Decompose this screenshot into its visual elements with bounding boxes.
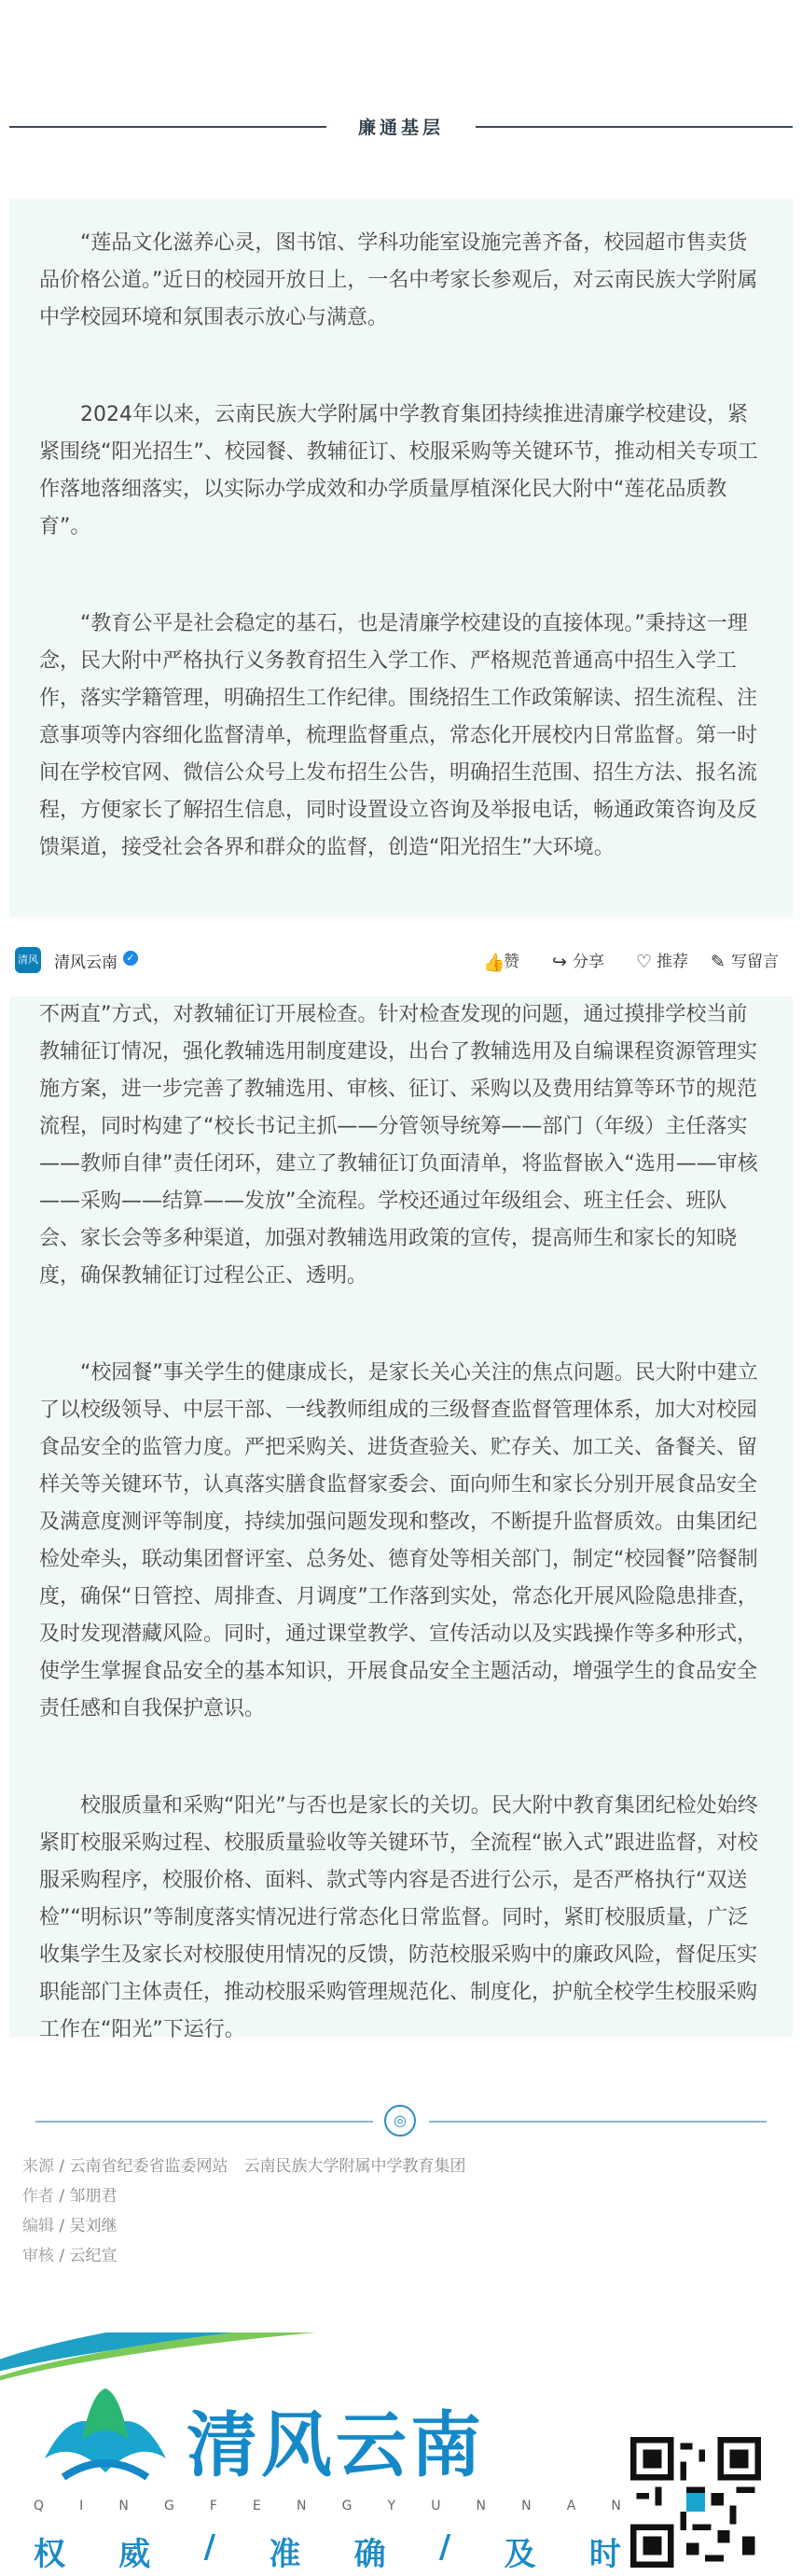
like-label: 赞 [504, 953, 519, 971]
article-credits [22, 2151, 466, 2271]
qr-code-icon[interactable] [630, 2437, 761, 2568]
header-rule-right [476, 126, 793, 128]
comment-label: 写留言 [731, 953, 779, 971]
brand-slogan: 权 威 / 准 确 / 及 时 [34, 2528, 621, 2573]
credit-author: 作者 / 邹朋君 [22, 2187, 118, 2206]
comment-icon: ✎ [711, 952, 726, 972]
section-title: 廉通基层 [357, 118, 444, 138]
like-button[interactable] [483, 948, 519, 973]
paragraph: 校服质量和采购“阳光”与否也是家长的关切。民大附中教育集团纪检处始终紧盯校服采购过程、校服质量验收等关键环节，全流程“嵌入式”跟进监督，对校服采购程序，校服价格、面料、款式等内容是否进行公示，是否严格执行“双送检”“明标识”等制度落实情况进行常态化日常监督。同时，紧盯校服质量，广泛收集学生及家长对校服使用情况的反馈，防范校服采购中的廉政风险，督促压实职能部门主体责任，推动校服采购管理规范化、制度化，护航全校学生校服采购工作在“阳光”下运行。 [39, 1794, 758, 2041]
paragraph: “教育公平是社会稳定的基石，也是清廉学校建设的直接体现。”秉持这一理念，民大附中严格执行义务教育招生入学工作、严格规范普通高中招生入学工作，落实学籍管理，明确招生工作纪律。围绕招生工作政策解读、招生流程、注意事项等内容细化监督清单，梳理监督重点，常态化开展校内日常监督。第一时间在学校官网、微信公众号上发布招生公告，明确招生范围、招生方法、报名流程，方便家长了解招生信息，同时设置设立咨询及举报电话，畅通政策咨询及反馈渠道，接受社会各界和群众的监督，创造“阳光招生”大环境。 [39, 612, 758, 859]
section-divider [35, 2105, 767, 2138]
paragraph: 2024年以来，云南民族大学附属中学教育集团持续推进清廉学校建设，紧紧围绕“阳光招生”、校园餐、教辅征订、校服采购等关键环节，推动相关专项工作落地落细落实，以实际办学成效和办学质量厚植深化民大附中“莲花品质教育”。 [39, 403, 758, 538]
thumbs-up-icon: 👍 [483, 952, 505, 973]
section-header [9, 114, 793, 142]
brand-name: 清风云南 [187, 2403, 485, 2486]
credit-source: 来源 / 云南省纪委省监委网站 云南民族大学附属中学教育集团 [22, 2157, 466, 2176]
recommend-label: 推荐 [657, 953, 688, 971]
credit-review: 审核 / 云纪宣 [22, 2247, 118, 2265]
paragraph: 不两直”方式，对教辅征订开展检查。针对检查发现的问题，通过摸排学校当前教辅征订情况，强化教辅选用制度建设，出台了教辅选用及自编课程资源管理实施方案，进一步完善了教辅选用、审核、征订、采购以及费用结算等环节的规范流程，同时构建了“校长书记主抓——分管领导统筹——部门（年级）主任落实——教师自律”责任闭环，建立了教辅征订负面清单，将监督嵌入“选用——审核——采购——结算——发放”全流程。学校还通过年级组会、班主任会、班队会、家长会等多种渠道，加强对教辅选用政策的宣传，提高师生和家长的知晓度，确保教辅征订过程公正、透明。 [39, 1003, 758, 1288]
action-bar [0, 933, 802, 987]
account-name[interactable]: 清风云南 [54, 954, 118, 972]
brand-pinyin: Q I N G F E N G Y U N N A N [34, 2499, 621, 2513]
divider-rule [35, 2121, 373, 2123]
verified-icon: ✓ [123, 951, 138, 966]
divider-rule [429, 2121, 767, 2123]
share-icon: ↪ [552, 952, 567, 972]
footer-brand [0, 2332, 802, 2576]
recommend-button[interactable] [636, 948, 688, 972]
article-block-1 [9, 199, 793, 917]
share-button[interactable] [552, 948, 604, 972]
paragraph: “校园餐”事关学生的健康成长，是家长关心关注的焦点问题。民大附中建立了以校级领导、中层干部、一线教师组成的三级督查监督管理体系，加大对校园食品安全的监管力度。严把采购关、进货查验关、贮存关、加工关、备餐关、留样关等关键环节，认真落实膳食监督家委会、面向师生和家长分别开展食品安全及满意度测评等制度，持续加强问题发现和整改，不断提升监督质效。由集团纪检处牵头，联动集团督评室、总务处、德育处等相关部门，制定“校园餐”陪餐制度，确保“日管控、周排查、月调度”工作落到实处，常态化开展风险隐患排查，及时发现潜藏风险。同时，通过课堂教学、宣传活动以及实践操作等多种形式，使学生掌握食品安全的基本知识，开展食品安全主题活动，增强学生的食品安全责任感和自我保护意识。 [39, 1361, 758, 1720]
article-block-2 [9, 996, 793, 2041]
account-logo[interactable]: 清风 [15, 947, 41, 973]
brand-logo-icon [35, 2384, 175, 2486]
credit-editor: 编辑 / 吴刘继 [22, 2217, 118, 2235]
emblem-icon: ◎ [384, 2105, 416, 2137]
comment-button[interactable] [711, 948, 779, 972]
heart-icon: ♡ [636, 952, 653, 972]
paragraph: “莲品文化滋养心灵，图书馆、学科功能室设施完善齐备，校园超市售卖货品价格公道。”近日的校园开放日上，一名中考家长参观后，对云南民族大学附属中学校园环境和氛围表示放心与满意。 [39, 231, 758, 329]
share-label: 分享 [573, 953, 604, 971]
